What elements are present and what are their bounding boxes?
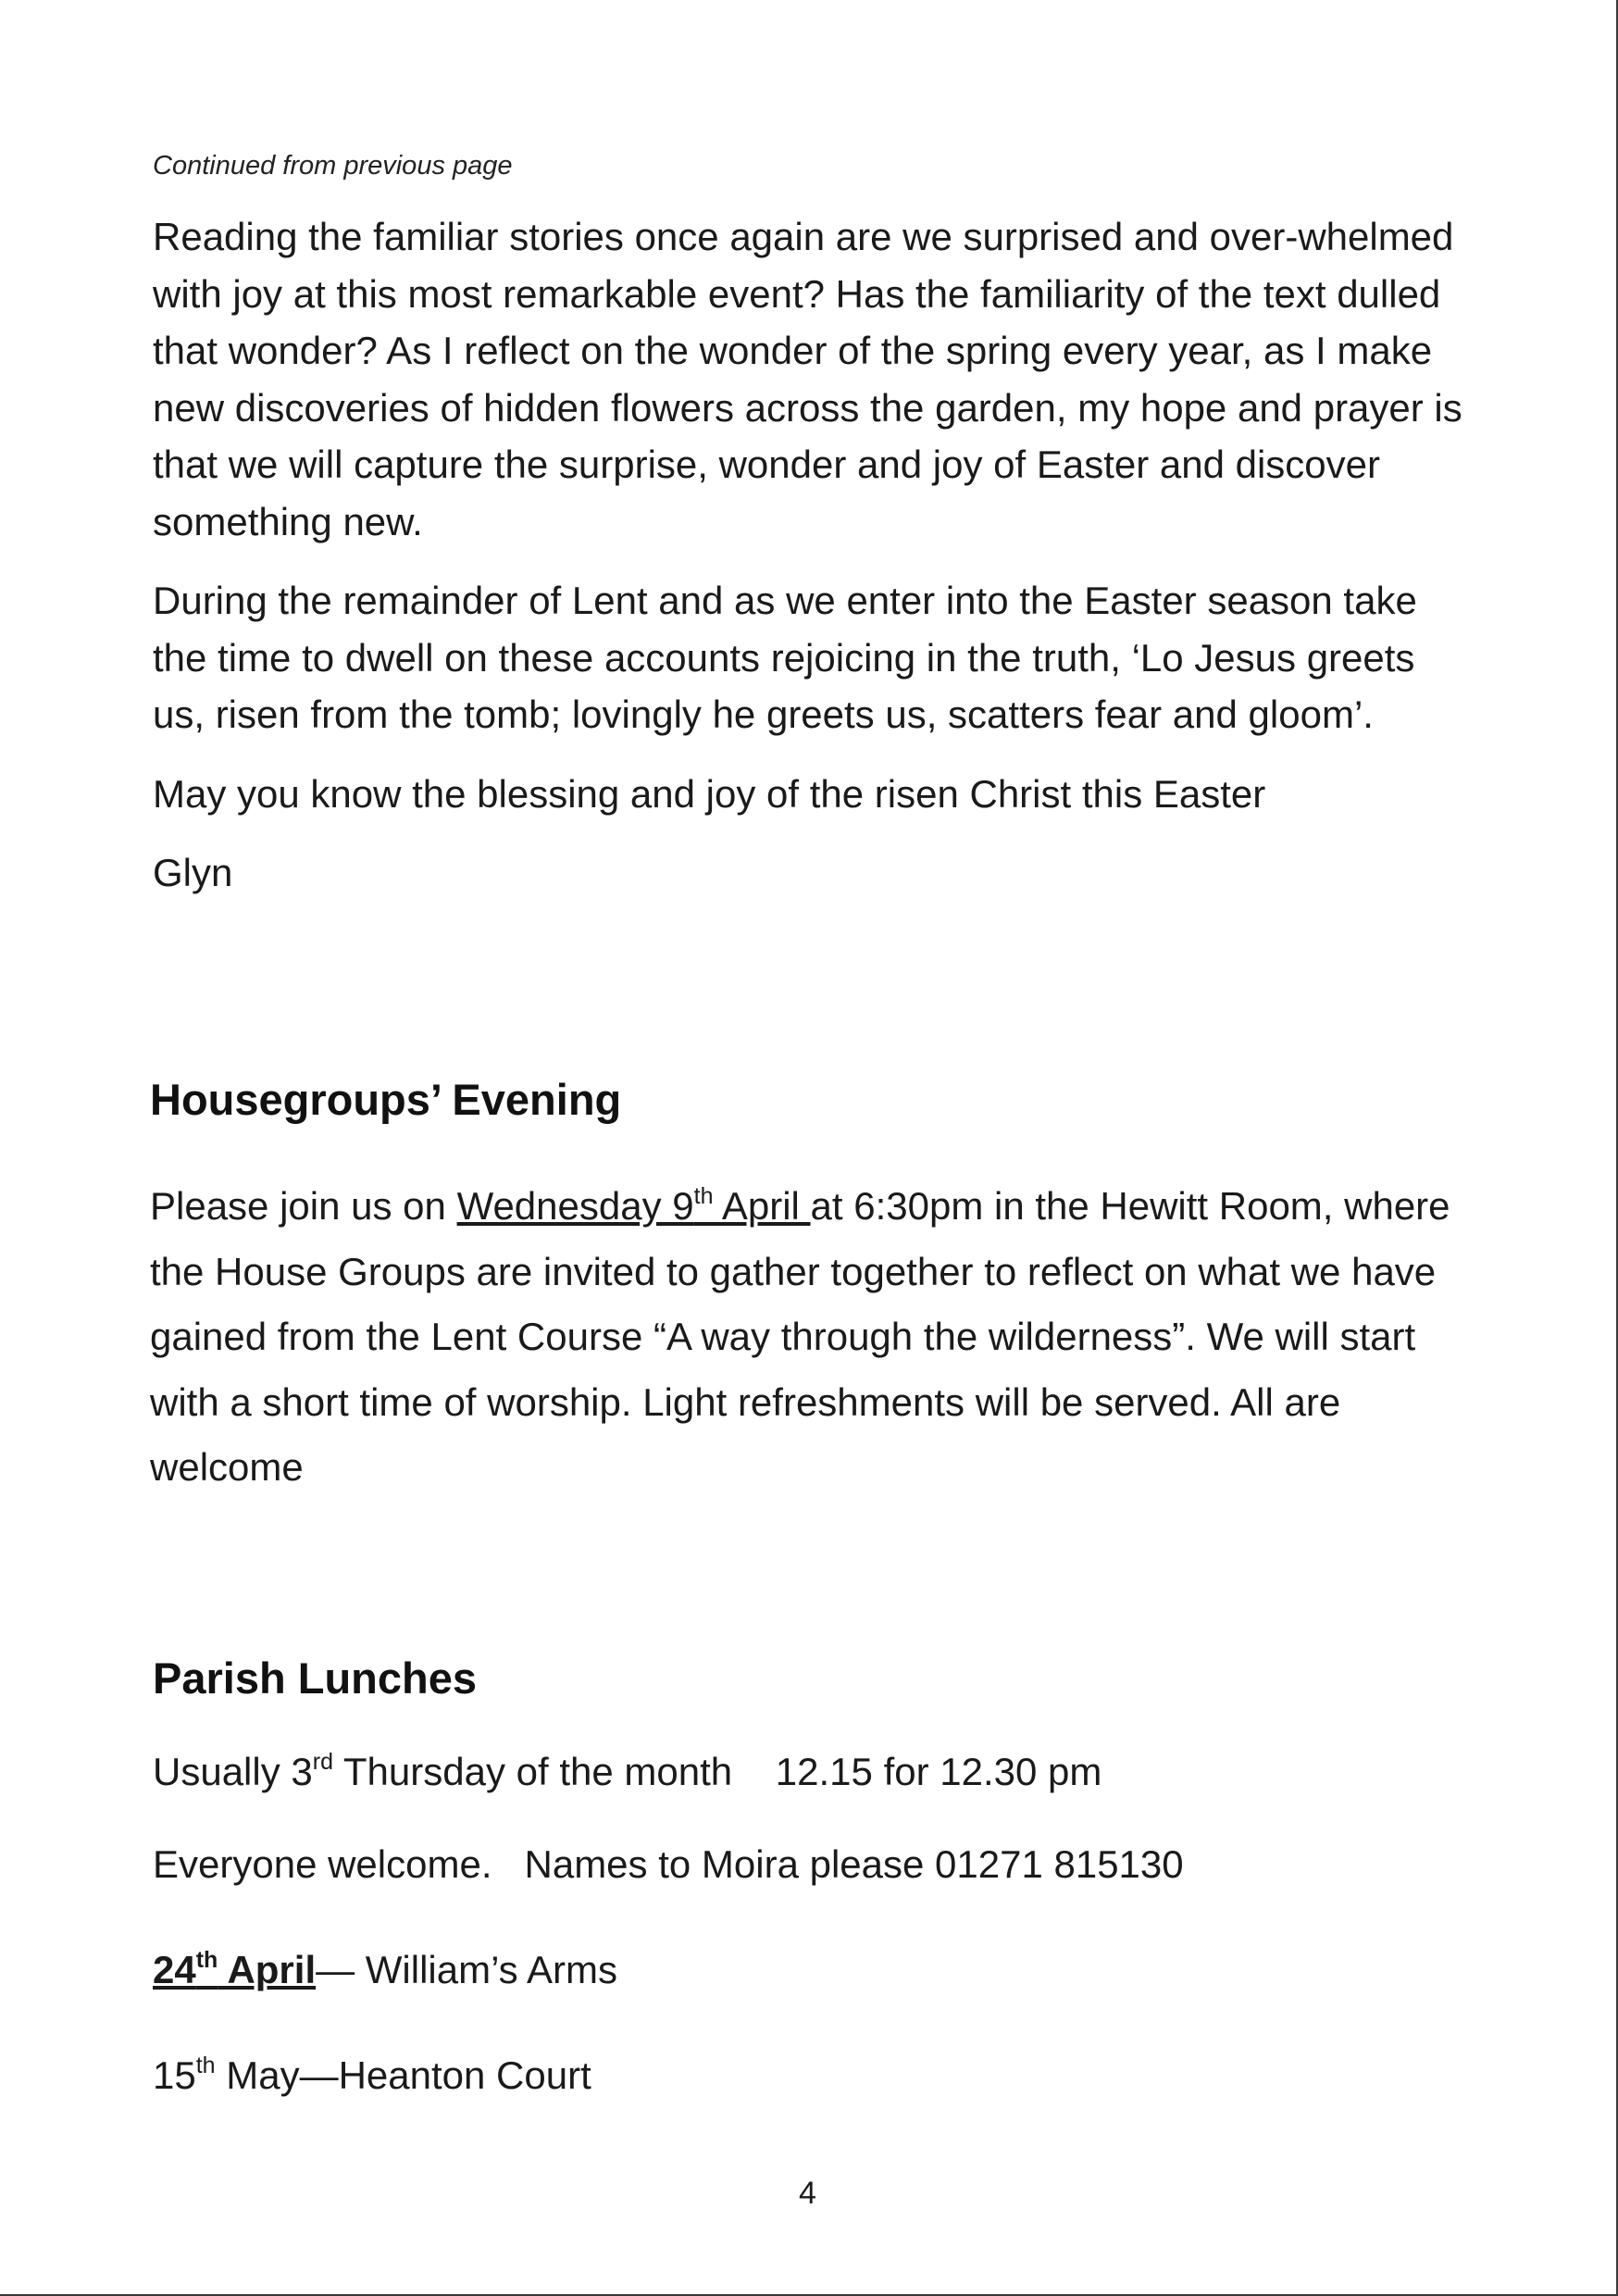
lunch-date-item: 24th April— William’s Arms xyxy=(153,1947,617,1991)
continued-note: Continued from previous page xyxy=(153,151,513,181)
housegroups-text xyxy=(150,1174,1483,1501)
lunch-schedule: Usually 3rd Thursday of the month 12.15 for 12.30 pm xyxy=(153,1749,1102,1793)
housegroups-heading: Housegroups’ Evening xyxy=(150,1075,622,1124)
lunch-date-item: 15th May—Heanton Court xyxy=(153,2053,591,2097)
housegroups-details: at 6:30pm in the Hewitt Room, where the House Groups are invited to gather together to reflect on what we have gained from the Lent Course “A way through the wilderness”. We will start with a short time of worship. Light refreshments will be served. All are welcome xyxy=(150,1184,1450,1489)
housegroups-intro: Please join us on xyxy=(150,1184,457,1228)
page-number: 4 xyxy=(799,2176,816,2211)
parish-lunches-heading: Parish Lunches xyxy=(153,1653,477,1703)
easter-letter xyxy=(153,208,1467,924)
letter-signature: Glyn xyxy=(153,851,233,894)
housegroups-date: Wednesday 9th April xyxy=(456,1183,811,1228)
letter-paragraph-2: During the remainder of Lent and as we enter into the Easter season take the time to dwell on these accounts rejoicing in the truth, ‘Lo Jesus greets us, risen from the tomb; lovingly he greets us, scatters fear and gloom’. xyxy=(153,579,1417,736)
letter-paragraph-3: May you know the blessing and joy of the risen Christ this Easter xyxy=(153,771,1266,816)
letter-paragraph-1: Reading the familiar stories once again are we surprised and over-whelmed with joy at this most remarkable event? Has the familiarity of the text dulled that wonder? As I reflect on the wonder of the spring every year, as I make new discoveries of hidden flowers across the garden, my hope and prayer is that we will capture the surprise, wonder and joy of Easter and discover something new. xyxy=(153,215,1462,543)
lunch-contact: Everyone welcome. Names to Moira please 01271 815130 xyxy=(153,1842,1184,1886)
